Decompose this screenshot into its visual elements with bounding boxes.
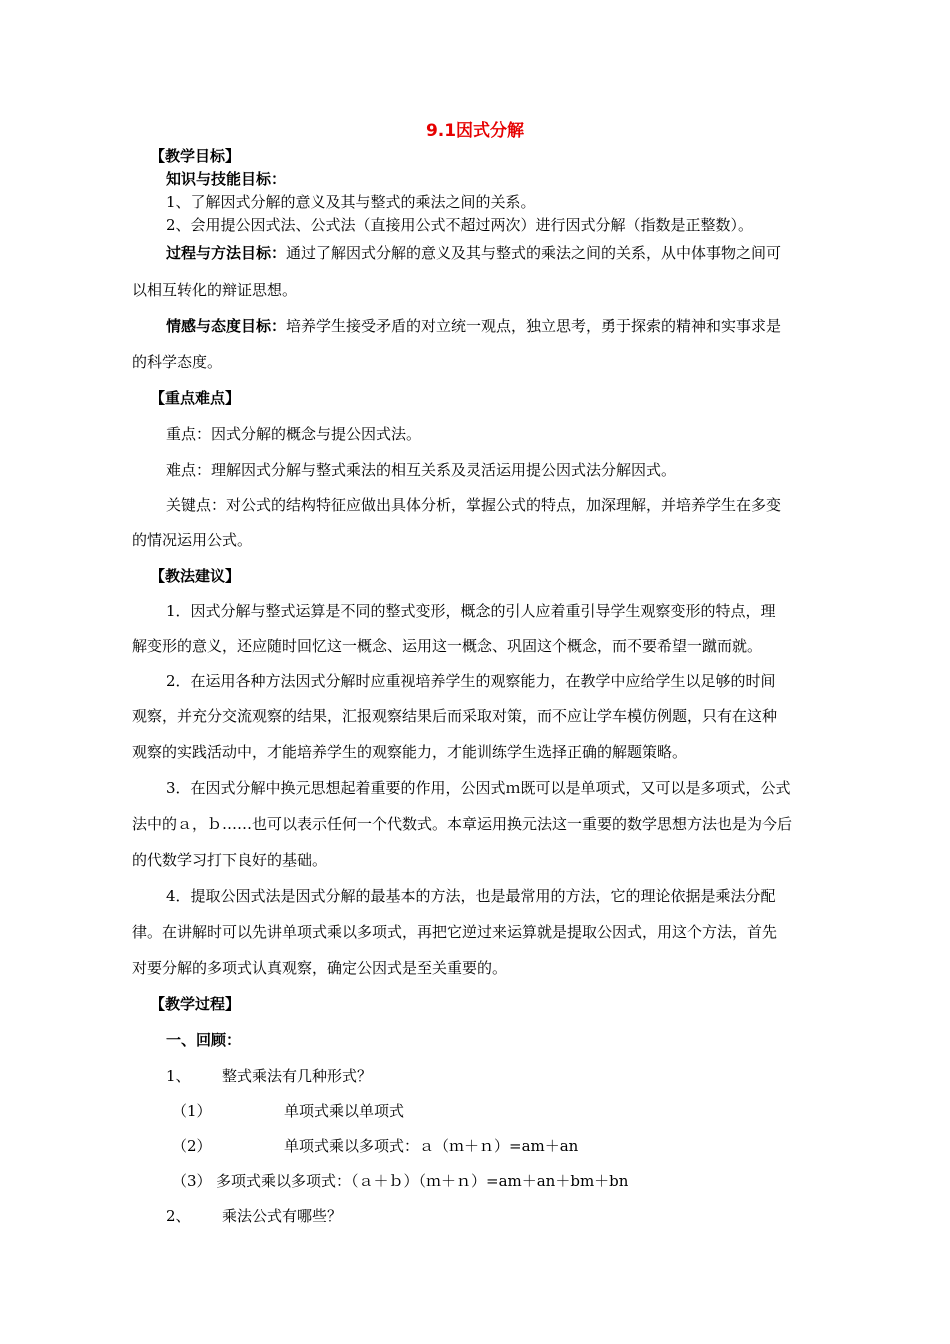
suggestion-3-line-1: 3．在因式分解中换元思想起着重要的作用，公因式ｍ既可以是单项式，又可以是多项式，公式	[166, 779, 791, 797]
question-2-text: 乘法公式有哪些？	[222, 1207, 343, 1225]
form-2-number: （2）	[172, 1137, 212, 1155]
attitude-goal-label: 情感与态度目标：	[166, 317, 287, 335]
attitude-goal-text: 培养学生接受矛盾的对立统一观点，独立思考，勇于探索的精神和实事求是	[286, 317, 782, 335]
suggestion-4-line-1: 4．提取公因式法是因式分解的最基本的方法，也是最常用的方法，它的理论依据是乘法分配	[166, 887, 776, 905]
review-heading: 一、回顾：	[166, 1031, 242, 1049]
knowledge-item-1: 1、了解因式分解的意义及其与整式的乘法之间的关系。	[166, 193, 536, 211]
section-heading-key-points: 【重点难点】	[150, 389, 241, 407]
attitude-goal-text-cont: 的科学态度。	[132, 353, 223, 371]
suggestion-1-line-1: 1．因式分解与整式运算是不同的整式变形，概念的引人应着重引导学生观察变形的特点，理	[166, 602, 776, 620]
knowledge-item-2: 2、会用提公因式法、公式法（直接用公式不超过两次）进行因式分解（指数是正整数）。	[166, 216, 754, 234]
critical-point-cont: 的情况运用公式。	[132, 531, 253, 549]
suggestion-2-line-3: 观察的实践活动中，才能培养学生的观察能力，才能训练学生选择正确的解题策略。	[132, 743, 688, 761]
suggestion-3-line-3: 的代数学习打下良好的基础。	[132, 851, 328, 869]
critical-point: 关键点：对公式的结构特征应做出具体分析，掌握公式的特点，加深理解，并培养学生在多变	[166, 496, 782, 514]
question-1-text: 整式乘法有几种形式？	[222, 1067, 373, 1085]
process-goal-label: 过程与方法目标：	[166, 244, 287, 262]
form-3-number: （3）	[172, 1172, 212, 1190]
section-heading-suggestions: 【教法建议】	[150, 567, 241, 585]
suggestion-4-line-2: 律。在讲解时可以先讲单项式乘以多项式，再把它逆过来运算就是提取公因式，用这个方法，首先	[132, 923, 778, 941]
suggestion-3-line-2: 法中的ａ，ｂ……也可以表示任何一个代数式。本章运用换元法这一重要的数学思想方法也是为今后	[132, 815, 793, 833]
suggestion-4-line-3: 对要分解的多项式认真观察，确定公因式是至关重要的。	[132, 959, 508, 977]
question-2-number: 2、	[166, 1207, 191, 1225]
form-1-text: 单项式乘以单项式	[284, 1102, 405, 1120]
section-heading-process: 【教学过程】	[150, 995, 241, 1013]
key-point: 重点：因式分解的概念与提公因式法。	[166, 425, 422, 443]
process-goal-text-cont: 以相互转化的辩证思想。	[132, 281, 298, 299]
suggestion-2-line-1: 2．在运用各种方法因式分解时应重视培养学生的观察能力，在教学中应给学生以足够的时间	[166, 672, 776, 690]
process-goal-text: 通过了解因式分解的意义及其与整式的乘法之间的关系，从中体事物之间可	[286, 244, 782, 262]
form-1-number: （1）	[172, 1102, 212, 1120]
question-1-number: 1、	[166, 1067, 191, 1085]
suggestion-2-line-2: 观察，并充分交流观察的结果，汇报观察结果后而采取对策，而不应让学车模仿例题，只有在这种	[132, 707, 778, 725]
form-3-text: 多项式乘以多项式：（ａ＋ｂ）（ｍ＋ｎ）=am＋an＋bm＋bn	[216, 1172, 629, 1190]
knowledge-heading: 知识与技能目标：	[166, 170, 287, 188]
suggestion-1-line-2: 解变形的意义，还应随时回忆这一概念、运用这一概念、巩固这个概念，而不要希望一蹴而就。	[132, 637, 763, 655]
section-heading-goals: 【教学目标】	[150, 147, 241, 165]
form-2-text: 单项式乘以多项式：ａ（ｍ＋ｎ）=am＋an	[284, 1137, 579, 1155]
difficult-point: 难点：理解因式分解与整式乘法的相互关系及灵活运用提公因式法分解因式。	[166, 461, 677, 479]
page-title: 9.1因式分解	[425, 121, 525, 141]
